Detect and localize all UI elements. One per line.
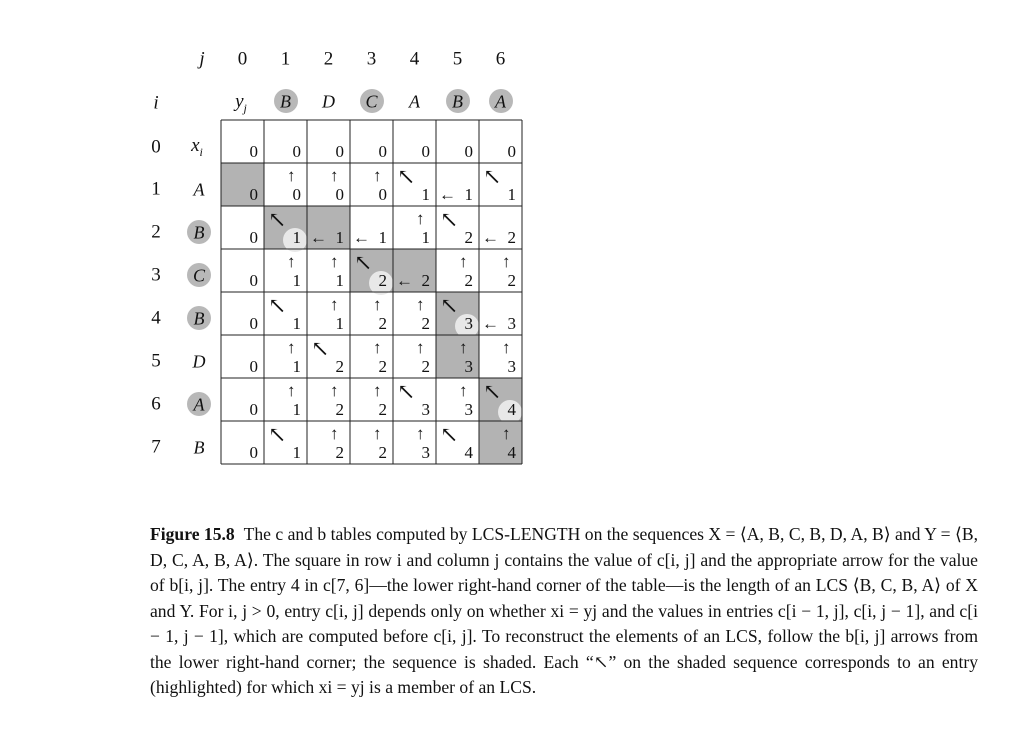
arrow-diag-icon: ↖: [483, 164, 502, 189]
cell-value: 1: [464, 185, 473, 204]
y-symbol: y: [235, 91, 244, 113]
cell-value: 3: [464, 314, 473, 333]
column-index: 6: [495, 48, 506, 70]
x-value: B: [193, 308, 205, 329]
arrow-up-icon: ↑: [287, 252, 296, 271]
cell-value: 0: [335, 142, 344, 161]
arrow-diag-icon: ↖: [268, 207, 287, 232]
arrow-up-icon: ↑: [416, 338, 425, 357]
cell-value: 0: [249, 228, 258, 247]
cell-value: 2: [378, 400, 387, 419]
cell-value: 4: [464, 443, 473, 462]
arrow-up-icon: ↑: [416, 295, 425, 314]
cell-value: 2: [421, 357, 430, 376]
cell-value: 2: [335, 400, 344, 419]
arrow-up-icon: ↑: [502, 338, 511, 357]
cell-value: 1: [421, 228, 430, 247]
y-subscript: j: [243, 100, 247, 115]
arrow-up-icon: ↑: [459, 252, 468, 271]
cell-value: 1: [292, 400, 301, 419]
column-index: 1: [280, 48, 291, 70]
row-index: 7: [151, 436, 161, 458]
arrow-left-icon: ←: [482, 228, 499, 247]
arrow-up-icon: ↑: [459, 338, 468, 357]
cell-value: 0: [378, 142, 387, 161]
cell-value: 0: [249, 357, 258, 376]
y-value: B: [280, 91, 291, 112]
arrow-left-icon: ←: [396, 271, 413, 290]
y-value: A: [495, 91, 506, 112]
y-value: B: [452, 91, 463, 112]
arrow-up-icon: ↑: [373, 381, 382, 400]
cell-value: 1: [292, 271, 301, 290]
cell-value: 1: [507, 185, 516, 204]
arrow-up-icon: ↑: [373, 166, 382, 185]
cell-value: 0: [335, 185, 344, 204]
cell-value: 1: [335, 271, 344, 290]
arrow-up-icon: ↑: [330, 252, 339, 271]
y-value: A: [409, 91, 420, 112]
arrow-up-icon: ↑: [502, 252, 511, 271]
row-index: 0: [151, 136, 161, 158]
cell-value: 3: [507, 357, 516, 376]
cell-value: 0: [249, 314, 258, 333]
arrow-up-icon: ↑: [416, 209, 425, 228]
arrow-up-icon: ↑: [287, 166, 296, 185]
arrow-up-icon: ↑: [459, 381, 468, 400]
x-value: B: [193, 437, 205, 458]
cell-value: 2: [335, 443, 344, 462]
column-index: 5: [452, 48, 463, 70]
column-index: 4: [409, 48, 420, 70]
arrow-left-icon: ←: [439, 185, 456, 204]
column-index: 0: [237, 48, 248, 70]
arrow-up-icon: ↑: [330, 295, 339, 314]
arrow-up-icon: ↑: [373, 424, 382, 443]
x-subscript: i: [199, 144, 203, 159]
row-index: 2: [151, 221, 161, 243]
row-index: 4: [151, 307, 161, 329]
cell-value: 1: [292, 443, 301, 462]
cell-value: 1: [421, 185, 430, 204]
arrow-diag-icon: ↖: [397, 164, 416, 189]
y-value: D: [322, 91, 335, 112]
x-value: A: [193, 394, 205, 415]
arrow-up-icon: ↑: [373, 338, 382, 357]
cell-value: 1: [292, 357, 301, 376]
row-index: 6: [151, 393, 161, 415]
caption-text: The c and b tables computed by LCS-LENGTH on the sequences X = ⟨A, B, C, B, D, A, B⟩ and Y = ⟨B, D, C, A, B, A⟩. The square in row i and column j contains the value of c[i, j] and the appropriate arrow for the value of b[i, j]. The entry 4 in c[7, 6]—the lower right-hand corner of the table—is the length of an LCS ⟨B, C, B, A⟩ of X and Y. For i, j > 0, entry c[i, j] depends only on whether xi = yj and the values in entries c[i − 1, j], c[i, j − 1], and c[i − 1, j − 1], which are computed before c[i, j]. To reconstruct the elements of an LCS, follow the b[i, j] arrows from the lower right-hand corner; the sequence is shaded. Each “↖” on the shaded sequence corresponds to an entry (highlighted) for which xi = yj is a member of an LCS.: [150, 524, 979, 697]
cell-value: 2: [464, 228, 473, 247]
cell-value: 3: [464, 357, 473, 376]
cell-value: 2: [378, 314, 387, 333]
arrow-up-icon: ↑: [287, 381, 296, 400]
cell-value: 2: [421, 314, 430, 333]
x-symbol: x: [191, 135, 200, 157]
cell-value: 0: [249, 142, 258, 161]
x-value: A: [193, 179, 205, 200]
cell-value: 1: [378, 228, 387, 247]
cell-value: 0: [507, 142, 516, 161]
cell-value: 1: [292, 314, 301, 333]
cell-value: 0: [249, 271, 258, 290]
arrow-up-icon: ↑: [330, 424, 339, 443]
cell-value: 2: [378, 443, 387, 462]
cell-value: 0: [249, 400, 258, 419]
arrow-left-icon: ←: [310, 228, 327, 247]
cell-value: 3: [421, 443, 430, 462]
column-index: 3: [366, 48, 377, 70]
arrow-diag-icon: ↖: [440, 293, 459, 318]
cell-value: 4: [507, 400, 516, 419]
cell-value: 0: [292, 185, 301, 204]
cell-value: 0: [292, 142, 301, 161]
arrow-diag-icon: ↖: [354, 250, 373, 275]
column-index: 2: [323, 48, 334, 70]
row-index: 1: [151, 178, 161, 200]
j-axis-label: j: [199, 48, 205, 70]
arrow-diag-icon: ↖: [440, 207, 459, 232]
arrow-diag-icon: ↖: [268, 293, 287, 318]
arrow-left-icon: ←: [482, 314, 499, 333]
caption-label: Figure 15.8: [150, 524, 235, 544]
cell-value: 1: [335, 314, 344, 333]
arrow-left-icon: ←: [353, 228, 370, 247]
arrow-up-icon: ↑: [502, 424, 511, 443]
cell-value: 2: [335, 357, 344, 376]
cell-value: 3: [464, 400, 473, 419]
cell-value: 0: [421, 142, 430, 161]
arrow-diag-icon: ↖: [483, 379, 502, 404]
arrow-diag-icon: ↖: [397, 379, 416, 404]
cell-value: 3: [507, 314, 516, 333]
cell-value: 2: [507, 271, 516, 290]
cell-value: 0: [464, 142, 473, 161]
arrow-up-icon: ↑: [330, 381, 339, 400]
cell-value: 4: [507, 443, 516, 462]
cell-value: 0: [249, 443, 258, 462]
arrow-up-icon: ↑: [330, 166, 339, 185]
arrow-diag-icon: ↖: [440, 422, 459, 447]
cell-value: 1: [292, 228, 301, 247]
x-value: B: [193, 222, 205, 243]
arrow-up-icon: ↑: [416, 424, 425, 443]
i-axis-label: i: [153, 92, 159, 114]
cell-value: 2: [378, 271, 387, 290]
arrow-up-icon: ↑: [373, 295, 382, 314]
x-value: D: [192, 351, 206, 372]
cell-value: 3: [421, 400, 430, 419]
cell-value: 1: [335, 228, 344, 247]
row-index: 3: [151, 264, 161, 286]
cell-value: 0: [378, 185, 387, 204]
cell-value: 2: [378, 357, 387, 376]
cell-value: 2: [421, 271, 430, 290]
cell-value: 0: [249, 185, 258, 204]
arrow-up-icon: ↑: [287, 338, 296, 357]
x-value: C: [192, 265, 206, 286]
arrow-diag-icon: ↖: [311, 336, 330, 361]
row-index: 5: [151, 350, 161, 372]
cell-value: 2: [507, 228, 516, 247]
arrow-diag-icon: ↖: [268, 422, 287, 447]
cell-value: 2: [464, 271, 473, 290]
figure-caption: [150, 522, 978, 701]
y-value: C: [365, 91, 378, 112]
